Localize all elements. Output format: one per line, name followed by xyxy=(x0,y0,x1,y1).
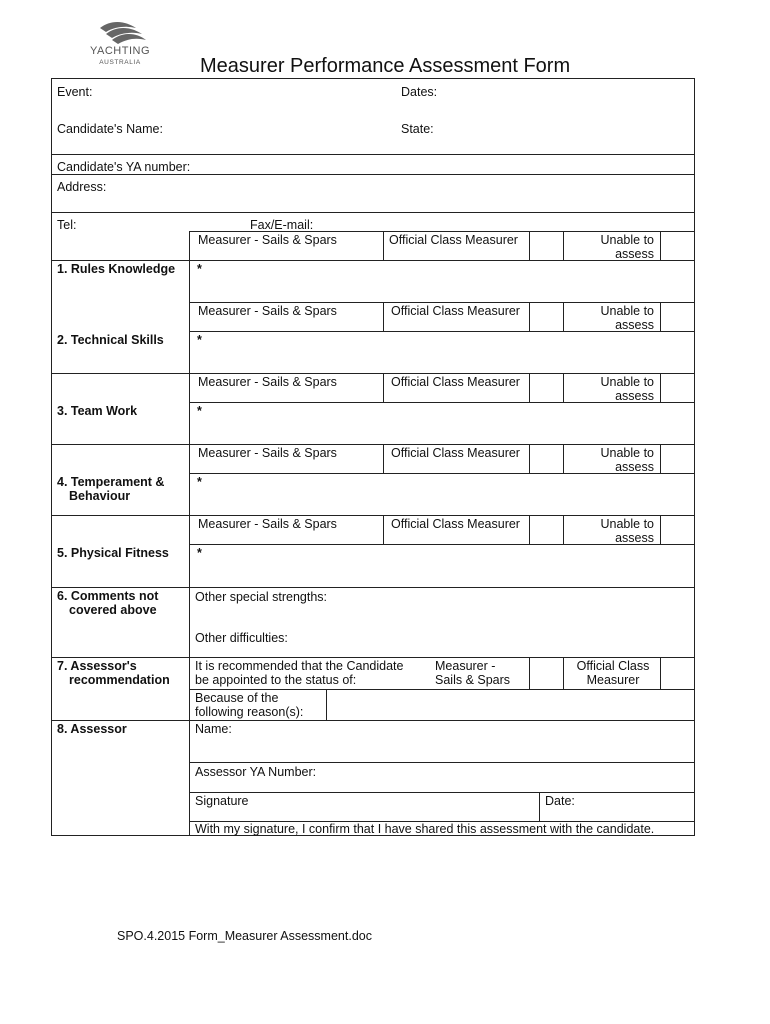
unable-assess-header: Unable to assess xyxy=(600,304,654,332)
checkbox-divider xyxy=(529,657,530,689)
column-divider xyxy=(529,515,530,544)
section-label-physical-fitness: 5. Physical Fitness xyxy=(57,546,169,560)
official-class-header: Official Class Measurer xyxy=(389,233,518,247)
logo-text-yachting: YACHTING xyxy=(89,45,151,57)
signature-label: Signature xyxy=(195,794,249,808)
fax-email-label: Fax/E-mail: xyxy=(250,218,314,232)
official-class-header: Official Class Measurer xyxy=(391,375,520,389)
column-divider xyxy=(660,302,661,331)
date-label: Date: xyxy=(545,794,575,808)
checkbox-divider xyxy=(563,657,564,689)
section-label-team-work: 3. Team Work xyxy=(57,404,138,418)
option-sails-spars: Measurer - Sails & Spars xyxy=(435,659,511,687)
divider xyxy=(51,174,695,175)
divider xyxy=(51,154,695,155)
candidate-name-label: Candidate's Name: xyxy=(57,122,163,136)
recommendation-text-2: be appointed to the status of: xyxy=(195,673,357,687)
comment-marker: * xyxy=(197,404,202,418)
divider xyxy=(51,587,695,588)
comment-marker: * xyxy=(197,262,202,276)
unable-assess-header: Unable to assess xyxy=(600,517,654,545)
column-divider xyxy=(660,373,661,402)
address-label: Address: xyxy=(57,180,107,194)
divider xyxy=(51,720,695,721)
checkbox-divider xyxy=(660,657,661,689)
divider xyxy=(189,762,695,763)
column-divider xyxy=(529,302,530,331)
divider xyxy=(189,689,695,690)
comment-marker: * xyxy=(197,475,202,489)
divider xyxy=(51,212,695,213)
reason-divider xyxy=(326,689,327,720)
divider xyxy=(189,302,695,303)
divider xyxy=(189,402,695,403)
column-divider xyxy=(529,444,530,473)
divider xyxy=(51,657,695,658)
section-label-temperament: 4. Temperament & xyxy=(57,475,165,489)
column-divider xyxy=(189,231,190,836)
official-class-header: Official Class Measurer xyxy=(391,446,520,460)
divider xyxy=(51,444,695,445)
column-divider xyxy=(529,231,530,260)
official-class-header: Official Class Measurer xyxy=(391,517,520,531)
document-filename: SPO.4.2015 Form_Measurer Assessment.doc xyxy=(117,929,372,943)
section-label-covered-above: covered above xyxy=(69,603,157,617)
divider xyxy=(51,373,695,374)
official-class-header: Official Class Measurer xyxy=(391,304,520,318)
logo-text-australia: AUSTRALIA xyxy=(99,59,141,66)
tel-label: Tel: xyxy=(57,218,77,232)
column-divider xyxy=(383,302,384,331)
sails-spars-header: Measurer - Sails & Spars xyxy=(198,304,337,318)
column-divider xyxy=(383,444,384,473)
column-divider xyxy=(383,231,384,260)
column-divider xyxy=(529,373,530,402)
sails-spars-header: Measurer - Sails & Spars xyxy=(198,446,337,460)
comment-marker: * xyxy=(197,546,202,560)
recommendation-text-1: It is recommended that the Candidate xyxy=(195,659,404,673)
section-label-assessor: 8. Assessor xyxy=(57,722,127,736)
section-label-assessors: 7. Assessor's xyxy=(57,659,137,673)
state-label: State: xyxy=(401,122,434,136)
event-label: Event: xyxy=(57,85,93,99)
candidate-ya-number-label: Candidate's YA number: xyxy=(57,160,191,174)
assessor-ya-number-label: Assessor YA Number: xyxy=(195,765,317,779)
section-label-technical-skills: 2. Technical Skills xyxy=(57,333,164,347)
column-divider xyxy=(383,515,384,544)
sails-spars-header: Measurer - Sails & Spars xyxy=(198,375,337,389)
option-official-class: Official Class Measurer xyxy=(576,659,650,687)
assessor-name-label: Name: xyxy=(195,722,232,736)
section-label-behaviour: Behaviour xyxy=(69,489,131,503)
reason-label: Because of the following reason(s): xyxy=(195,691,304,719)
divider xyxy=(189,231,695,232)
dates-label: Dates: xyxy=(401,85,438,99)
other-strengths-label: Other special strengths: xyxy=(195,590,328,604)
unable-assess-header: Unable to assess xyxy=(600,375,654,403)
divider xyxy=(189,544,695,545)
sails-spars-header: Measurer - Sails & Spars xyxy=(198,517,337,531)
section-label-comments: 6. Comments not xyxy=(57,589,159,603)
divider xyxy=(189,792,695,793)
column-divider xyxy=(660,231,661,260)
divider xyxy=(189,473,695,474)
section-label-rules-knowledge: 1. Rules Knowledge xyxy=(57,262,176,276)
unable-assess-header: Unable to assess xyxy=(600,233,654,261)
divider xyxy=(189,331,695,332)
divider xyxy=(51,260,695,261)
other-difficulties-label: Other difficulties: xyxy=(195,631,288,645)
form-title: Measurer Performance Assessment Form xyxy=(200,55,571,77)
unable-assess-header: Unable to assess xyxy=(600,446,654,474)
signature-divider xyxy=(539,792,540,821)
section-label-recommendation: recommendation xyxy=(69,673,170,687)
sails-spars-header: Measurer - Sails & Spars xyxy=(198,233,337,247)
column-divider xyxy=(660,444,661,473)
divider xyxy=(51,515,695,516)
column-divider xyxy=(383,373,384,402)
comment-marker: * xyxy=(197,333,202,347)
confirmation-text: With my signature, I confirm that I have shared this assessment with the candidate. xyxy=(195,822,655,836)
column-divider xyxy=(660,515,661,544)
